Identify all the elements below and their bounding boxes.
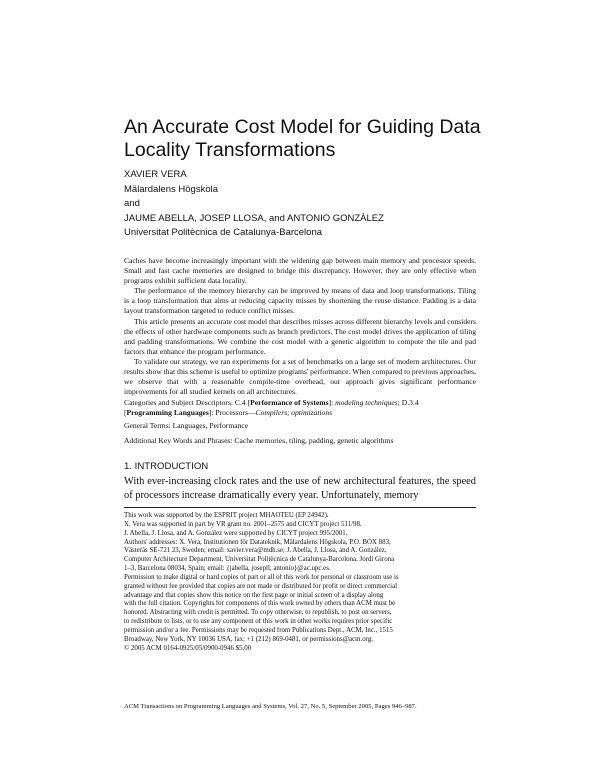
footnote-line: X. Vera was supported in part by VR grant no. 2001–2575 and CICYT project 511/98. [124,520,362,528]
descriptor-italic: optimizations [291,408,333,418]
descriptor-text: [ [124,408,127,418]
footnote-line: with the full citation. Copyrights for components of this work owned by others than ACM must be [124,600,396,608]
abstract-paragraph: Caches have become increasingly important with the widening gap between main memory and processor speeds. Small and fast cache memories are designed to bridge this discrepancy. However, they are only effective when programs exhibit sufficient data locality. [124,256,476,286]
footnote-line: Västerås SE-721 23, Sweden; email: xavier.vera@mdh.se; J. Abella, J. Llosa, and A. González, [124,547,387,555]
footnote-line: Computer Architecture Department, Universitat Politècnica de Catalunya-Barcelona, Jordi Girona [124,556,395,564]
descriptor-italic: modeling techniques [335,398,398,407]
footnote-line: Broadway, New York, NY 10036 USA, fax: +1 (212) 869-0481, or permissions@acm.org. [124,635,374,643]
intro-paragraph: With ever-increasing clock rates and the use of new architectural features, the speed of processors increase dramatically every year. Unfortunately, memory [124,476,476,501]
footnote-line: permission and/or a fee. Permissions may be requested from Publications Dept., ACM, Inc., 1515 [124,626,393,634]
running-footer: ACM Transactions on Programming Languages and Systems, Vol. 27, No. 5, September 2005, Pages 946–987. [124,703,417,710]
footnote-line: This work was supported by the ESPRIT project MHAOTEU (EP 24942). [124,512,329,519]
footnote-line: © 2005 ACM 0164-0925/05/0900-0946 $5.00 [124,644,252,652]
descriptor-text: ]: Processors— [208,408,256,418]
footnote-line: Permission to make digital or hard copies of part or all of this work for personal or classroom use is [124,573,399,581]
descriptor-text: ; D.3.4 [397,398,419,407]
descriptor-text: ; [287,408,292,418]
footnotes [124,512,476,654]
abstract-paragraph: To validate our strategy, we ran experiments for a set of benchmarks on a large set of modern architectures. Our results show that this scheme is useful to optimize programs' performance. When compared to previous approaches, we observe that with a reasonable compile-time overhead, our approach gives significant performance improvements for all studied kernels on all architectures. [124,356,476,397]
footnote-line: honored. Abstracting with credit is permitted. To copy otherwise, to republish, to post on servers, [124,609,392,617]
footnote-line: granted without fee provided that copies are not made or distributed for profit or direct commercial [124,582,398,590]
descriptor-text: Categories and Subject Descriptors: C.4 [ [124,398,251,407]
general-terms: General Terms: Languages, Performance [124,421,249,430]
paper-title: An Accurate Cost Model for Guiding Data Locality Transformations [124,116,481,161]
keywords: Additional Key Words and Phrases: Cache memories, tiling, padding, genetic algorithms [124,436,394,445]
descriptor-bold: Performance of Systems [250,398,329,407]
abstract-paragraph: The performance of the memory hierarchy can be improved by means of data and loop transformations. Tiling is a loop transformation that aims at reducing capacity misses by shortening the reuse distance. Padding is a data layout transformation targeted to reduce conflict misses. [124,286,476,316]
descriptor-text: ]: [328,398,336,407]
footnote-line: Authors' addresses: X. Vera, Institutionen för Datateknik, Mälardalens Högskola, P.O. BOX 883, [124,538,391,546]
footnote-line: to redistribute to lists, or to use any component of this work in other works requires prior specific [124,618,393,626]
footnote-line: 1–3, Barcelona 08034, Spain; email: {jabella, josepll, antonio}@ac.upc.es. [124,565,331,573]
descriptor-italic: Compilers [255,408,288,418]
footnote-divider [124,507,476,508]
section-heading: 1. INTRODUCTION [124,461,209,472]
affiliation-mdh: Mälardalens Högskola [124,183,218,195]
author-conjunction: and [124,198,140,210]
footnote-line: J. Abella, J. Llosa, and A. González were supported by CICYT project 995/2001. [124,529,348,537]
abstract-paragraph: This article presents an accurate cost model that describes misses across different hierarchy levels and considers the effects of other hardware components such as branch predictors. The cost model drives the application of tiling and padding transformations. We combine the cost model with a genetic algorithm to compute the tile and pad factors that enhance the program performance. [124,316,476,356]
descriptor-bold: Programming Languages [126,408,209,418]
subject-descriptors [124,398,476,418]
footnote-line: advantage and that copies show this notice on the first page or initial screen of a display along [124,591,384,599]
author-block [124,168,384,241]
author-names-upc: JAUME ABELLA, JOSEP LLOSA, and ANTONIO GONZÀLEZ [124,212,384,224]
author-name-vera: XAVIER VERA [124,169,187,180]
affiliation-upc: Universitat Politècnica de Catalunya-Barcelona [124,227,323,239]
abstract [124,256,476,397]
